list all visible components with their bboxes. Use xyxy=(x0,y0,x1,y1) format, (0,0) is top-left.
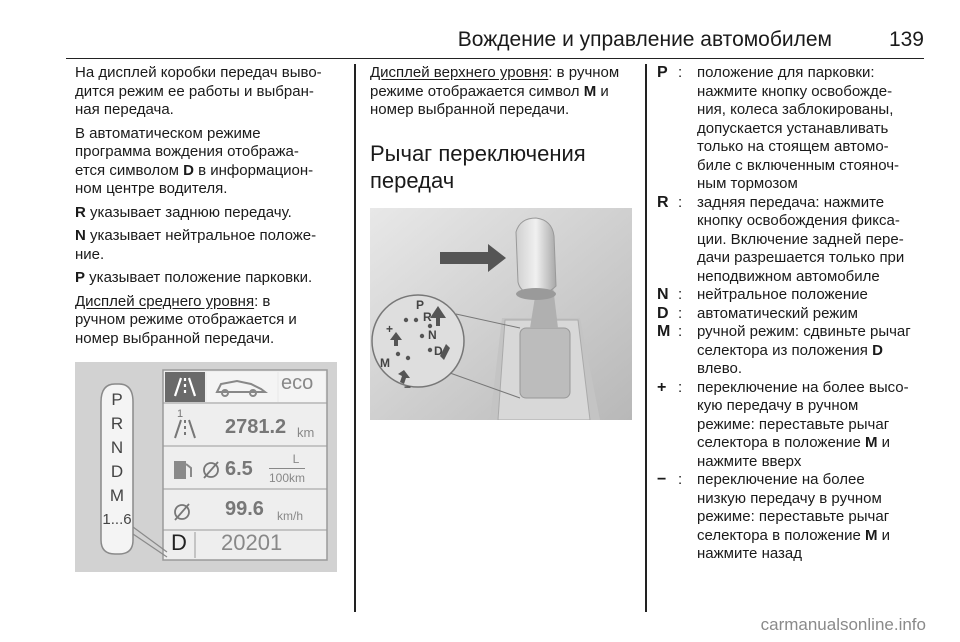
legend-text: положение для парковки: нажмите кнопку освобожде- ния, колеса заблокированы, допускается устанавливать только на стоящем автомо- биле с включенным стояноч- ным тормозом xyxy=(697,64,900,192)
legend-key: M xyxy=(657,323,671,340)
legend-key: + xyxy=(657,378,667,396)
fuel-unit-bottom: 100km xyxy=(269,468,305,488)
legend-key: N xyxy=(657,286,669,303)
fuel-unit-top: L xyxy=(292,452,300,466)
gear-small-number: 1 xyxy=(177,408,184,420)
page-number: 139 xyxy=(888,28,924,51)
column-middle xyxy=(370,64,632,420)
page-title: Вождение и управление автомобилем xyxy=(457,28,832,51)
shift-label-plus: + xyxy=(386,321,394,336)
shift-label-minus: − xyxy=(404,379,412,394)
legend-row: P : положение для парковки: нажмите кнопку освобожде- ния, колеса заблокированы, допускается устанавливать только на стоящем автомо- биле с включенным стояноч- ным тормозом xyxy=(657,64,927,194)
legend-text: автоматический режим xyxy=(697,304,858,322)
legend-text: ручной режим: сдвиньте рычаг селектора из положения D влево. xyxy=(697,323,911,377)
legend-row: M : ручной режим: сдвиньте рычаг селектора из положения D влево. xyxy=(657,323,927,379)
legend-row: − : переключение на более низкую передачу в ручном режиме: переставьте рычаг селектора в положение M и нажмите назад xyxy=(657,471,927,564)
fuel-consumption-value: 6.5 xyxy=(225,458,253,480)
current-gear: D xyxy=(171,530,187,555)
legend-row: D : автоматический режим xyxy=(657,305,927,324)
section-heading: Рычаг переключения передач xyxy=(370,140,586,193)
page-header xyxy=(66,18,924,59)
shift-label-r: R xyxy=(423,309,432,324)
legend-text: задняя передача: нажмите кнопку освобождения фикса- ции. Включение задней пере- дачи разрешается только при неподвижном автомобиле xyxy=(697,193,905,285)
odometer-total: 20201 xyxy=(221,530,283,555)
lcd-display-figure xyxy=(75,362,337,572)
shift-label-p: P xyxy=(416,297,425,312)
paragraph-p: P указывает положение парковки. xyxy=(75,269,313,286)
gear-column: P R N D M 1...6 xyxy=(102,390,132,528)
average-speed-unit: km/h xyxy=(277,509,304,523)
paragraph-top-display: Дисплей верхнего уровня: в ручном режиме отображается символ M и номер выбранной передачи. xyxy=(370,64,620,118)
column-divider xyxy=(354,64,356,612)
paragraph-r: R указывает заднюю передачу. xyxy=(75,203,292,221)
gear-lever-figure xyxy=(370,208,632,420)
paragraph-mid-display: Дисплей среднего уровня: в ручном режиме отображается и номер выбранной передачи. xyxy=(75,292,297,347)
column-right-legend xyxy=(657,64,927,564)
eco-label: eco xyxy=(281,372,314,394)
legend-key: D xyxy=(657,304,669,322)
average-speed-value: 99.6 xyxy=(225,498,264,520)
legend-text: переключение на более низкую передачу в ручном режиме: переставьте рычаг селектора в положение M и нажмите назад xyxy=(697,471,891,562)
column-divider xyxy=(645,64,647,612)
shift-label-d: D xyxy=(434,343,443,358)
legend-row: N : нейтральное положение xyxy=(657,286,927,305)
paragraph-n: N указывает нейтральное положе- ние. xyxy=(75,227,317,263)
shift-label-n: N xyxy=(428,327,437,342)
paragraph-intro: На дисплей коробки передач выво- дится режим ее работы и выбран- ная передача. xyxy=(75,64,322,118)
odometer-unit: km xyxy=(297,425,315,440)
legend-text: переключение на более высо- кую передачу в ручном режиме: переставьте рычаг селектора в положение M и нажмите вверх xyxy=(697,378,909,470)
legend-key: P xyxy=(657,64,668,81)
legend-text: нейтральное положение xyxy=(697,286,868,303)
legend-row: + : переключение на более высо- кую передачу в ручном режиме: переставьте рычаг селектора в положение M и нажмите вверх xyxy=(657,379,927,472)
legend-key: R xyxy=(657,193,669,211)
legend-row: R : задняя передача: нажмите кнопку освобождения фикса- ции. Включение задней пере- дачи разрешается только при неподвижном автомобиле xyxy=(657,194,927,287)
watermark: carmanualsonline.info xyxy=(760,615,926,634)
shift-label-m: M xyxy=(380,355,390,370)
legend-key: − xyxy=(657,471,667,488)
paragraph-auto-mode: В автоматическом режиме программа вождения отобража- ется символом D в информацион- ном центре водителя. xyxy=(75,124,314,197)
column-left xyxy=(75,64,343,572)
odometer-value: 2781.2 xyxy=(225,416,287,438)
